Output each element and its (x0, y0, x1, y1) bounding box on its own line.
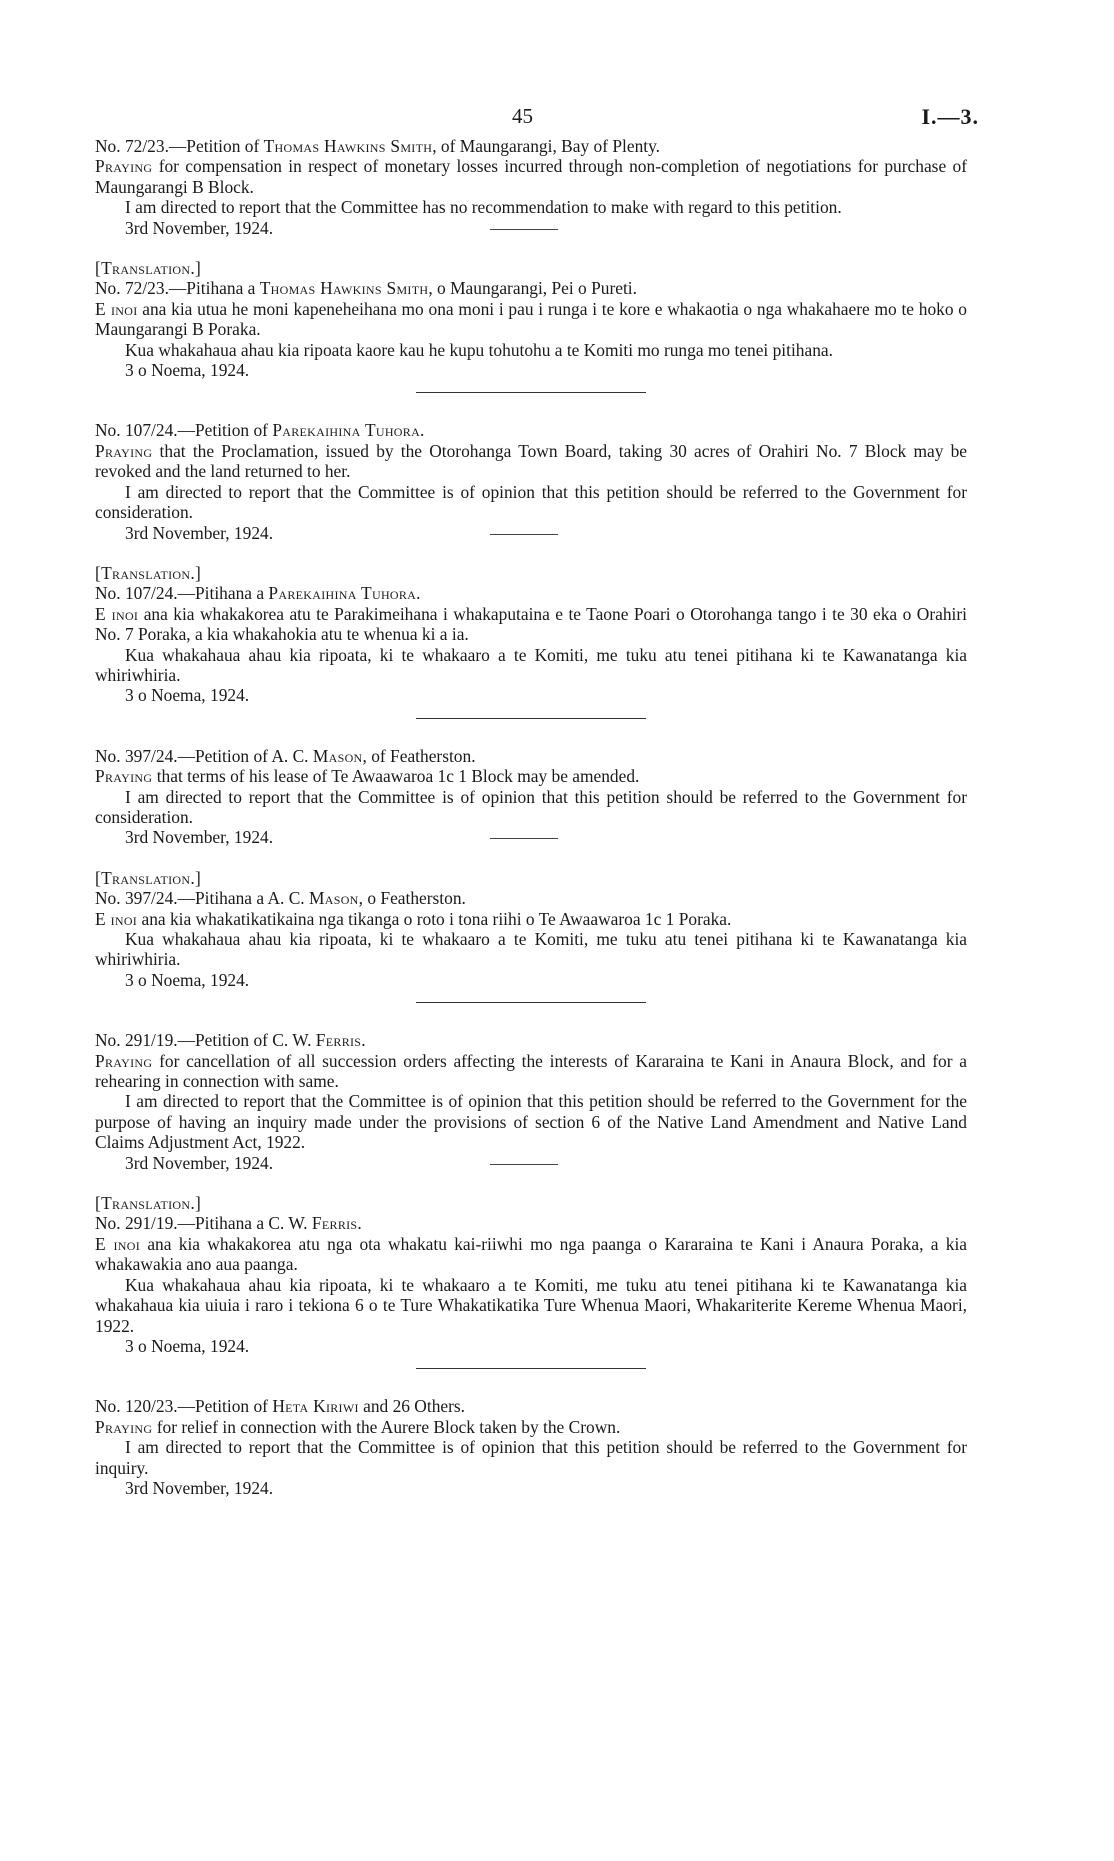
translation-title: No. 107/24.—Pitihana a Parekaihina Tuhora. (95, 583, 421, 604)
translation-title: No. 397/24.—Pitihana a A. C. Mason, o Featherston. (95, 888, 466, 909)
petitioner-name: Heta Kiriwi (272, 1396, 359, 1417)
translation-label: [Translation.] (95, 562, 202, 583)
report-paragraph: I am directed to report that the Committee has no recommendation to make with regard to this petition. (125, 197, 842, 218)
report-date: 3rd November, 1924. (125, 1477, 274, 1498)
translation-report: Kua whakahaua ahau kia ripoata, ki te whakaaro a te Komiti, me tuku atu tenei pitihana ki te Kawanatanga kia whiriwhiria. (95, 929, 967, 970)
report-date: 3rd November, 1924. (95, 827, 967, 847)
report-paragraph: I am directed to report that the Committee is of opinion that this petition should be referred to the Government for consideration. (95, 786, 967, 827)
translation-label: [Translation.] (95, 867, 202, 888)
translation-report: Kua whakahaua ahau kia ripoata, ki te whakaaro a te Komiti, me tuku atu tenei pitihana ki te Kawanatanga kia whakahaua kia uiuia i raro i tekiona 6 o te Ture Whakatikatika Ture Whenua Maori, Whakariterite Kereme Whenua Maori, 1922. (95, 1274, 967, 1336)
petition-section (95, 746, 967, 990)
report-date: 3rd November, 1924. (95, 1153, 967, 1173)
translation-prayer: E inoi ana kia utua he moni kapeneheihana mo ona moni i pau i runga i te kore e whakaotia o nga whakahaere mo te hoko o Maungarangi B Poraka. (95, 298, 967, 340)
prayer-paragraph: Praying for relief in connection with the Aurere Block taken by the Crown. (95, 1416, 621, 1437)
prayer-paragraph: Praying for compensation in respect of monetary losses incurred through non-completion of negotiations for purchase of Maungarangi B Block. (95, 156, 967, 197)
petition-title: No. 120/23.—Petition of Heta Kiriwi and 26 Others. (95, 1396, 466, 1417)
prayer-paragraph: Praying that terms of his lease of Te Awaawaroa 1c 1 Block may be amended. (95, 766, 640, 787)
translation-label: [Translation.] (95, 1193, 202, 1214)
report-date: 3rd November, 1924. (95, 218, 967, 238)
translation-date: 3 o Noema, 1924. (125, 360, 250, 381)
short-rule (490, 838, 558, 839)
report-paragraph: I am directed to report that the Committee is of opinion that this petition should be referred to the Government for consideration. (95, 481, 967, 523)
petition-section (95, 136, 967, 380)
translation-date: 3 o Noema, 1924. (125, 685, 250, 706)
short-rule (490, 229, 558, 230)
translation-date: 3 o Noema, 1924. (125, 1335, 250, 1356)
document-body (95, 136, 967, 1498)
translation-title: No. 72/23.—Pitihana a Thomas Hawkins Smith, o Maungarangi, Pei o Pureti. (95, 278, 637, 299)
petition-title: No. 72/23.—Petition of Thomas Hawkins Smith, of Maungarangi, Bay of Plenty. (95, 136, 661, 156)
translation-date: 3 o Noema, 1924. (125, 969, 250, 990)
translation-report: Kua whakahaua ahau kia ripoata, ki te whakaaro a te Komiti, me tuku atu tenei pitihana ki te Kawanatanga kia whiriwhiria. (95, 644, 967, 685)
translation-prayer: E inoi ana kia whakakorea atu te Parakimeihana i whakaputaina e te Taone Poari o Otorohanga tango i te 30 eka o Orahiri No. 7 Poraka, a kia whakahokia atu te whenua ki a ia. (95, 603, 967, 645)
petitioner-name: Parekaihina Tuhora (272, 420, 421, 441)
page-number: 45 (512, 104, 533, 128)
petition-section (95, 1396, 967, 1498)
petition-title: No. 107/24.—Petition of Parekaihina Tuhora. (95, 420, 425, 441)
prayer-paragraph: Praying that the Proclamation, issued by the Otorohanga Town Board, taking 30 acres of Orahiri No. 7 Block may be revoked and the land returned to her. (95, 440, 967, 482)
petitioner-name: Ferris (315, 1030, 362, 1051)
petition-title: No. 397/24.—Petition of A. C. Mason, of Featherston. (95, 745, 476, 766)
report-paragraph: I am directed to report that the Committee is of opinion that this petition should be referred to the Government for inquiry. (95, 1437, 967, 1478)
petition-title: No. 291/19.—Petition of C. W. Ferris. (95, 1030, 366, 1051)
translation-prayer: E inoi ana kia whakakorea atu nga ota whakatu kai-riiwhi mo nga paanga o Kararaina te Kani i Anaura Poraka, a kia whakawakia ano aua paanga. (95, 1233, 967, 1275)
translation-report: Kua whakahaua ahau kia ripoata kaore kau he kupu tohutohu a te Komiti mo runga mo tenei pitihana. (125, 339, 833, 360)
petitioner-name: Thomas Hawkins Smith (263, 136, 433, 156)
translation-title: No. 291/19.—Pitihana a C. W. Ferris. (95, 1213, 362, 1234)
translation-label: [Translation.] (95, 258, 202, 279)
report-date: 3rd November, 1924. (95, 523, 967, 543)
prayer-paragraph: Praying for cancellation of all succession orders affecting the interests of Kararaina te Kani in Anaura Block, and for a rehearing in connection with same. (95, 1050, 967, 1092)
page-header (0, 104, 1114, 134)
series-code: I.—3. (921, 104, 979, 129)
petitioner-name: Mason (312, 745, 363, 766)
report-paragraph: I am directed to report that the Committee is of opinion that this petition should be referred to the Government for the purpose of having an inquiry made under the provisions of section 6 of the Native Land Amendment and Native Land Claims Adjustment Act, 1922. (95, 1091, 967, 1153)
short-rule (490, 534, 558, 535)
petition-section (95, 420, 967, 705)
translation-prayer: E inoi ana kia whakatikatikaina nga tikanga o roto i tona riihi o Te Awaawaroa 1c 1 Poraka. (95, 908, 732, 929)
petition-section (95, 1030, 967, 1356)
short-rule (490, 1164, 558, 1165)
